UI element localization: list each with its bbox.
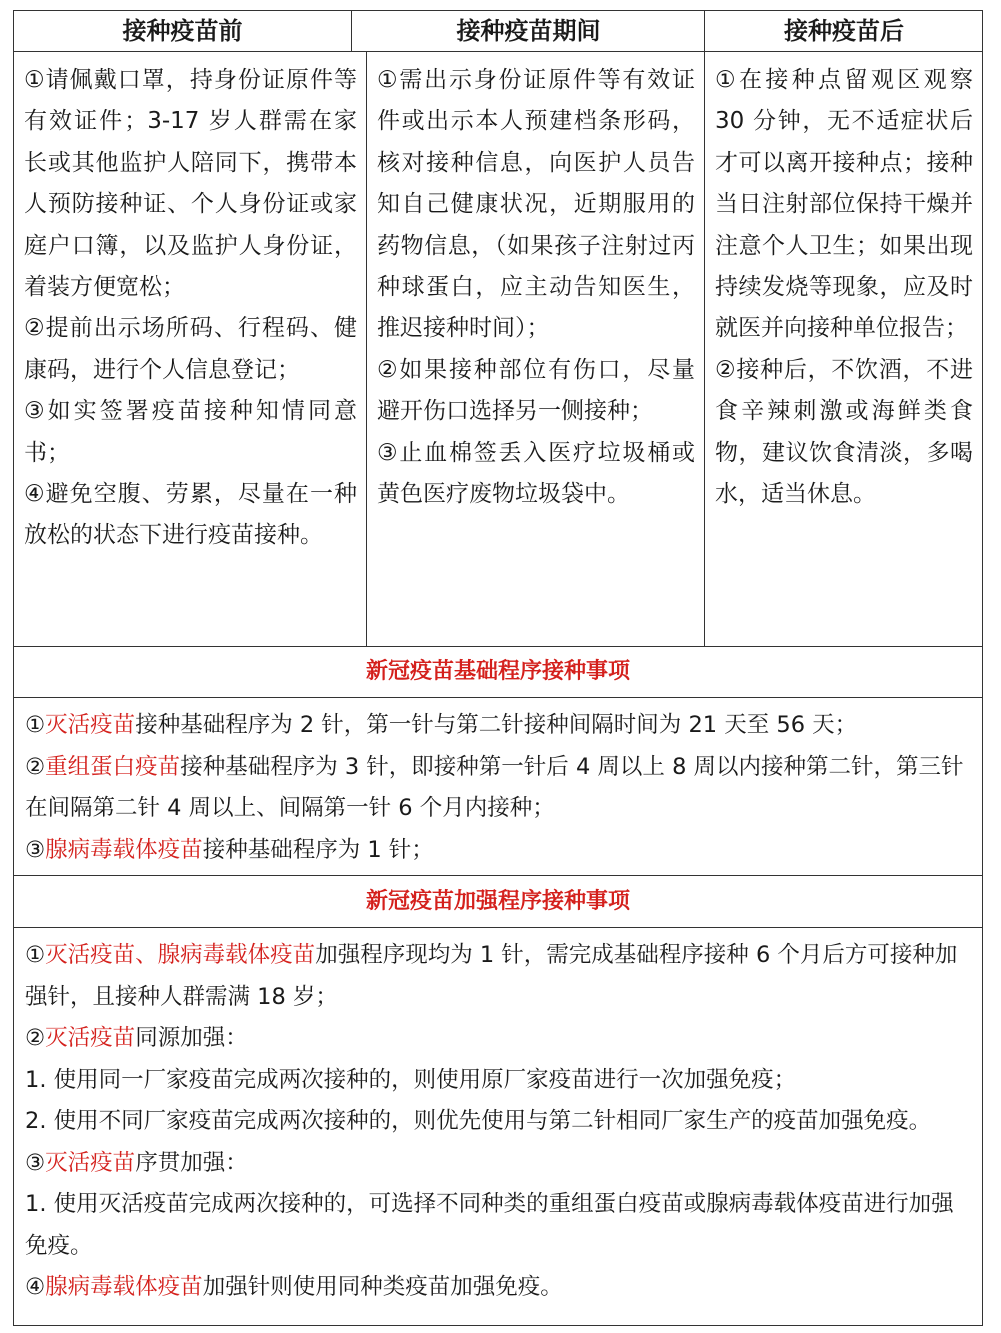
during-item-1: ①需出示身份证原件等有效证件或出示本人预建档条形码，核对接种信息，向医护人员告知自己健康状况，近期服用的药物信息，（如果孩子注射过丙种球蛋白，应主动告知医生，推迟接种时间）；	[377, 67, 695, 342]
vaccine-name: 灭活疫苗	[45, 1025, 136, 1051]
table-header-row	[14, 11, 982, 52]
before-vaccination-cell	[14, 52, 366, 646]
during-item-3: ③止血棉签丢入医疗垃圾桶或黄色医疗废物垃圾袋中。	[377, 439, 695, 508]
before-item-1: ①请佩戴口罩，持身份证原件等有效证件；3-17 岁人群需在家长或其他监护人陪同下，携带本人预防接种证、个人身份证或家庭户口簿，以及监护人身份证，着装方便宽松；	[24, 67, 357, 301]
during-item-2: ②如果接种部位有伤口，尽量避开伤口选择另一侧接种；	[377, 356, 695, 425]
table-content-row	[14, 52, 982, 647]
basic-item-2: ②重组蛋白疫苗接种基础程序为 3 针，即接种第一针后 4 周以上 8 周以内接种第二针，第三针在间隔第二针 4 周以上、间隔第一针 6 个月内接种；	[25, 753, 964, 821]
during-vaccination-cell	[366, 52, 704, 646]
vaccine-name: 灭活疫苗、腺病毒载体疫苗	[45, 942, 316, 968]
before-item-3: ③如实签署疫苗接种知情同意书；	[24, 398, 357, 466]
basic-item-3: ③腺病毒载体疫苗接种基础程序为 1 针；	[25, 836, 434, 863]
vaccination-notice-table	[13, 10, 983, 1326]
after-item-2: ②接种后，不饮酒，不进食辛辣刺激或海鲜类食物，建议饮食清淡，多喝水，适当休息。	[715, 356, 973, 508]
after-item-1: ①在接种点留观区观察 30 分钟，无不适症状后才可以离开接种点；接种当日注射部位保持干燥并注意个人卫生；如果出现持续发烧等现象，应及时就医并向接种单位报告；	[715, 67, 973, 342]
basic-item-1: ①灭活疫苗接种基础程序为 2 针，第一针与第二针接种间隔时间为 21 天至 56 天；	[25, 712, 858, 738]
booster-program-title: 新冠疫苗加强程序接种事项	[14, 877, 982, 928]
basic-program-title: 新冠疫苗基础程序接种事项	[14, 647, 982, 698]
vaccine-name: 腺病毒载体疫苗	[45, 836, 203, 863]
booster-item-2-sub-1: 1. 使用同一厂家疫苗完成两次接种的，则使用原厂家疫苗进行一次加强免疫；	[25, 1066, 797, 1093]
header-during: 接种疫苗期间	[351, 11, 705, 51]
vaccine-name: 灭活疫苗	[45, 712, 136, 738]
before-item-4: ④避免空腹、劳累，尽量在一种放松的状态下进行疫苗接种。	[24, 481, 357, 549]
booster-program-body	[14, 929, 982, 1327]
vaccine-name: 重组蛋白疫苗	[45, 753, 181, 780]
booster-item-1: ①灭活疫苗、腺病毒载体疫苗加强程序现均为 1 针，需完成基础程序接种 6 个月后方可接种加强针，且接种人群需满 18 岁；	[25, 942, 958, 1010]
header-after: 接种疫苗后	[704, 11, 983, 51]
before-item-2: ②提前出示场所码、行程码、健康码，进行个人信息登记；	[24, 315, 357, 383]
vaccine-name: 腺病毒载体疫苗	[45, 1274, 203, 1300]
booster-item-2-sub-2: 2. 使用不同厂家疫苗完成两次接种的，则优先使用与第二针相同厂家生产的疫苗加强免疫。	[25, 1108, 932, 1134]
header-before: 接种疫苗前	[122, 17, 243, 45]
vaccine-name: 灭活疫苗	[45, 1149, 136, 1176]
booster-item-3-sub-1: 1. 使用灭活疫苗完成两次接种的，可选择不同种类的重组蛋白疫苗或腺病毒载体疫苗进行加强免疫。	[25, 1191, 954, 1259]
booster-item-3: ③灭活疫苗序贯加强：	[25, 1149, 248, 1176]
booster-item-2: ②灭活疫苗同源加强：	[25, 1025, 248, 1051]
booster-item-4: ④腺病毒载体疫苗加强针则使用同种类疫苗加强免疫。	[25, 1274, 563, 1300]
after-vaccination-cell	[704, 52, 982, 646]
basic-program-body	[14, 701, 982, 876]
